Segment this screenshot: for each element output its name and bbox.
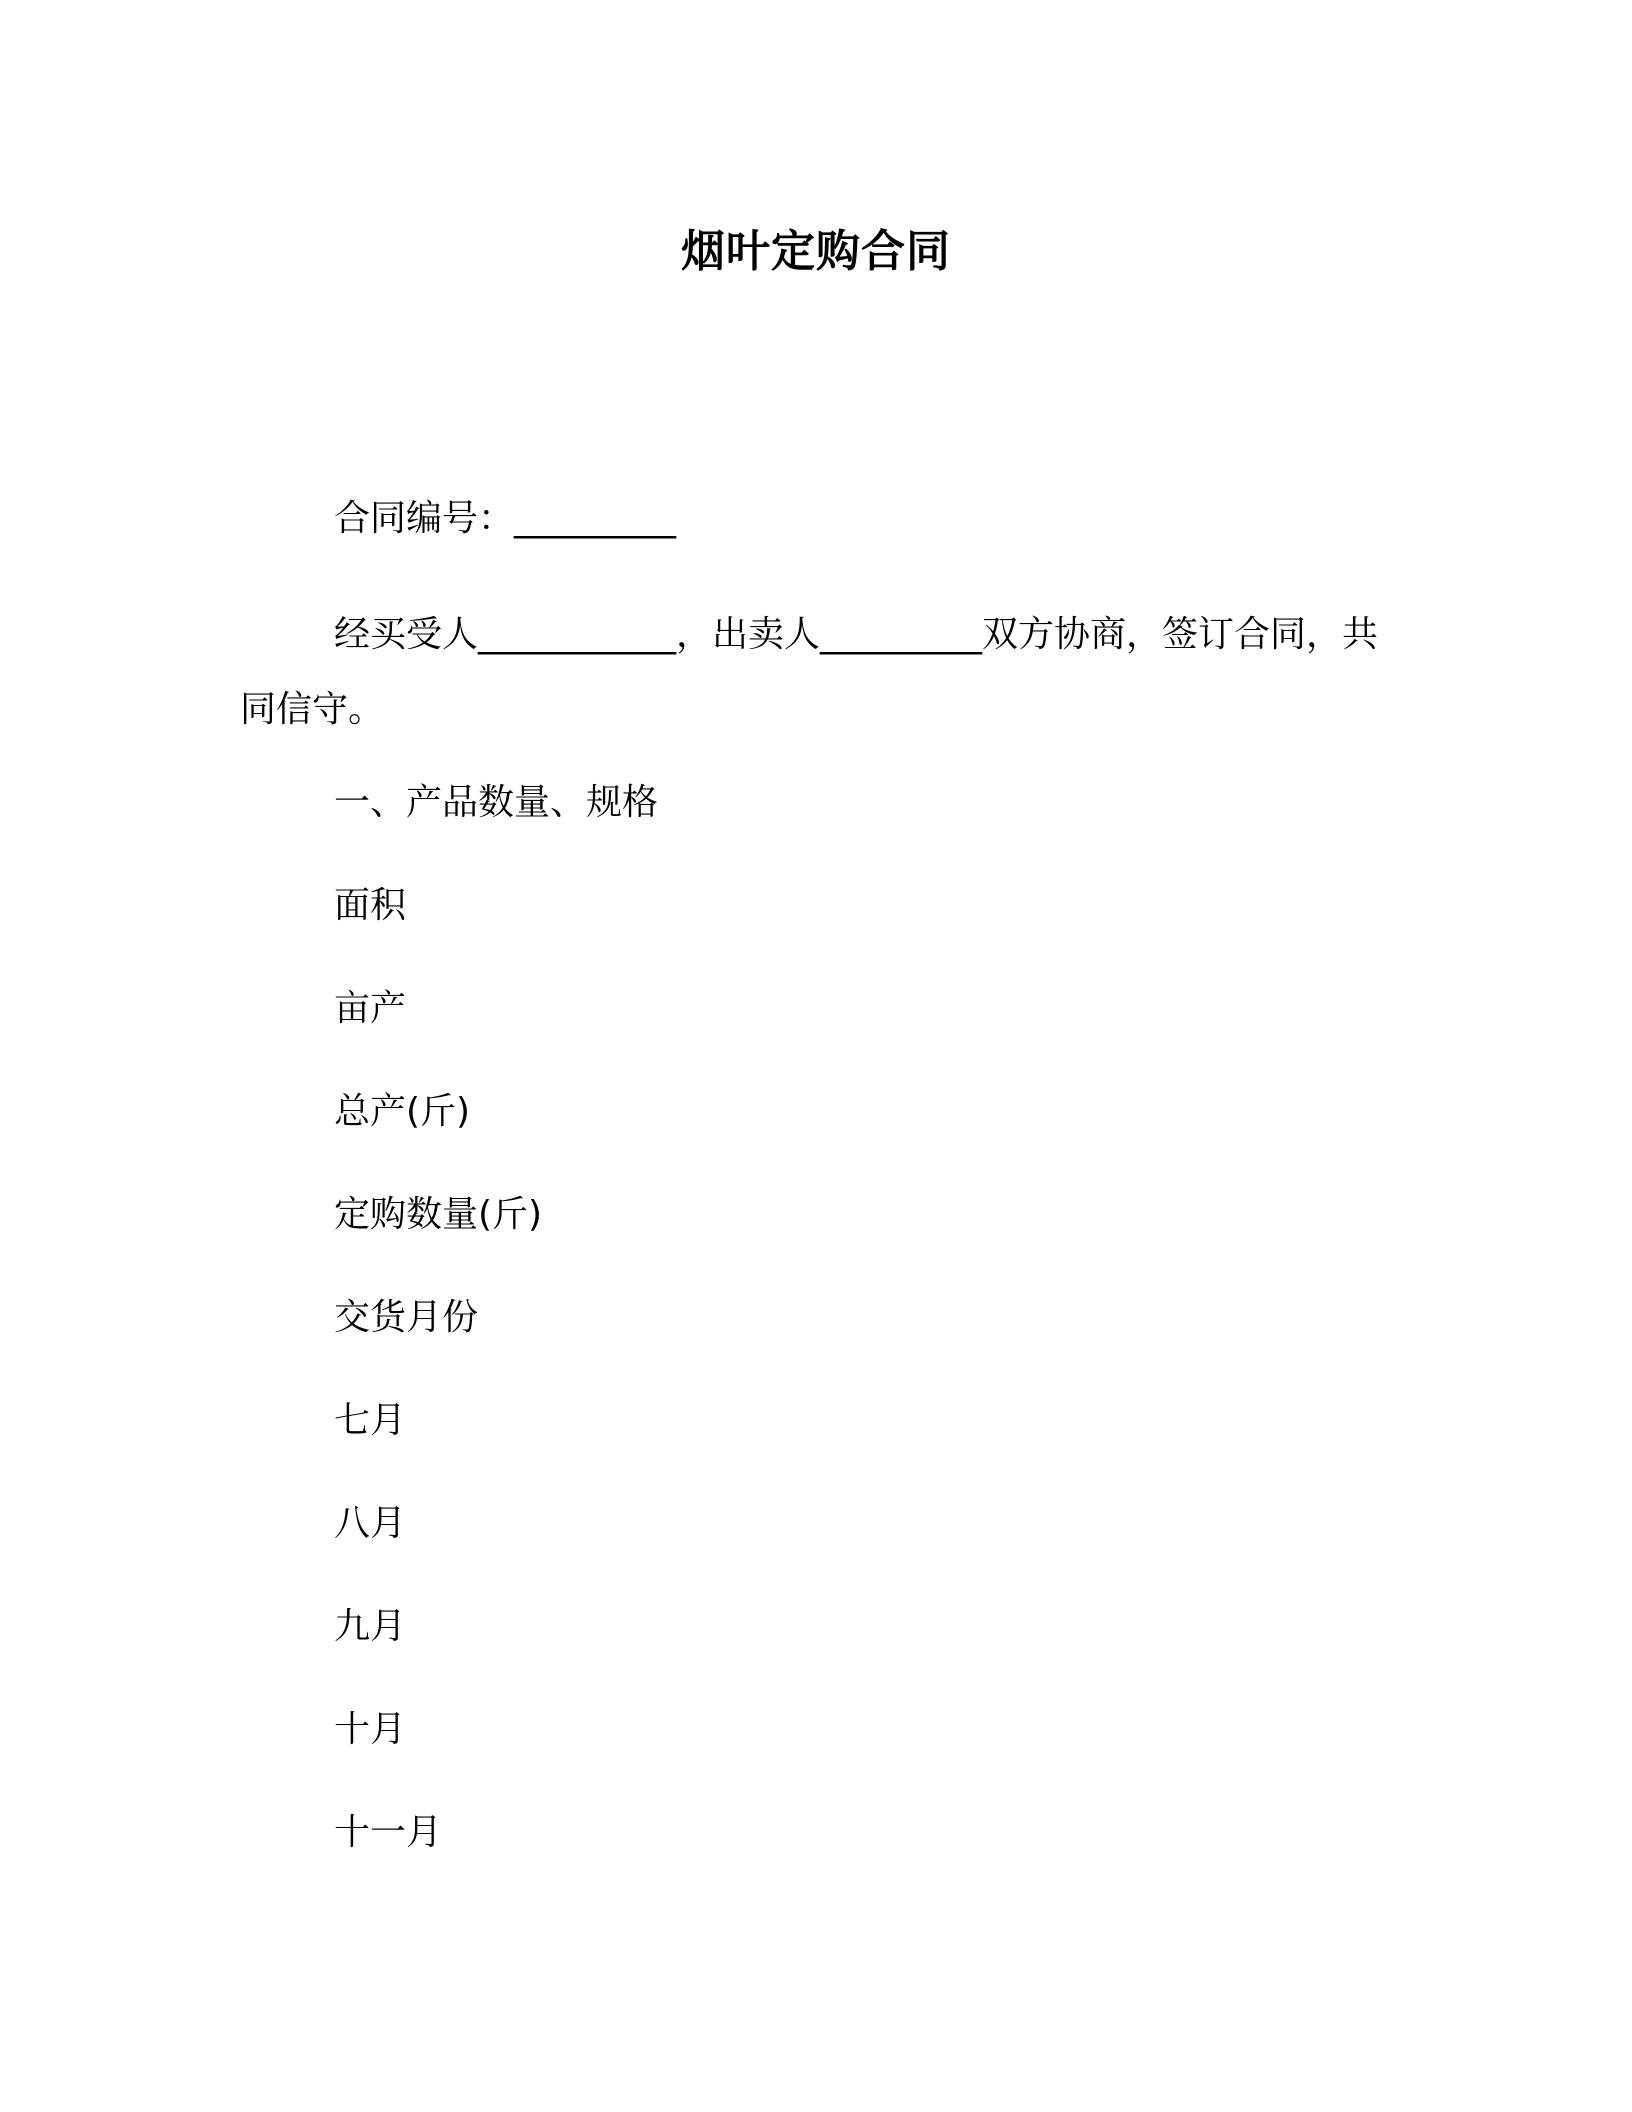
item-month-october: 十月: [334, 1709, 407, 1750]
item-order-quantity: 定购数量(斤): [334, 1194, 543, 1235]
item-delivery-month: 交货月份: [334, 1297, 479, 1338]
item-month-july: 七月: [334, 1400, 407, 1441]
intro-paragraph: 经买受人___________，出卖人_________双方协商，签订合同，共同信守。: [240, 614, 1379, 730]
item-total-output: 总产(斤): [334, 1091, 471, 1132]
document-title: 烟叶定购合同: [681, 226, 951, 277]
item-yield-per-mu: 亩产: [334, 988, 407, 1029]
item-month-september: 九月: [334, 1606, 407, 1647]
section-heading-quantity-spec: 一、产品数量、规格: [334, 782, 659, 823]
item-area: 面积: [334, 885, 407, 926]
item-month-august: 八月: [334, 1503, 407, 1544]
item-month-november: 十一月: [334, 1812, 443, 1853]
contract-number-line: 合同编号：_________: [334, 498, 677, 539]
